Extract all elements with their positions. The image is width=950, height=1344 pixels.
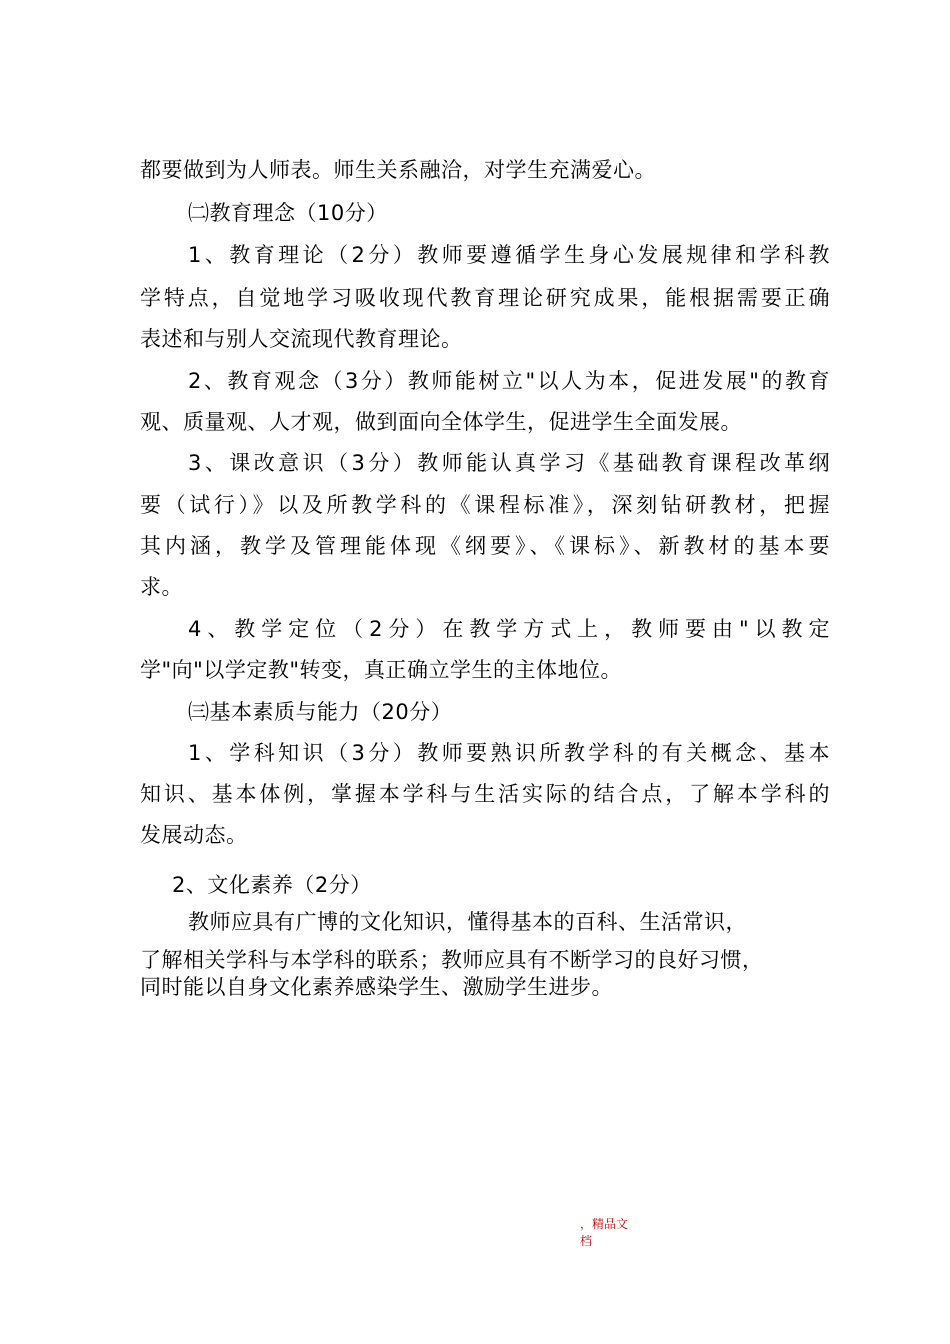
text-line: 3、课改意识（3分）教师能认真学习《基础教育课程改革纲 (188, 451, 830, 475)
section-heading: ㈢基本素质与能力（20分） (188, 700, 453, 724)
text-line: 了解相关学科与本学科的联系；教师应具有不断学习的良好习惯， (140, 948, 764, 972)
subsection-heading: 2、文化素养（2分） (172, 873, 372, 897)
text-line: 知识、基本体例，掌握本学科与生活实际的结合点，了解本学科的 (140, 782, 830, 806)
footer-watermark (580, 1216, 660, 1250)
footer-line: 档 (580, 1234, 593, 1248)
text-line: 求。 (140, 575, 183, 599)
text-line: 其内涵，教学及管理能体现《纲要》、《课标》、新教材的基本要 (140, 534, 830, 558)
footer-line: ，精品文 (580, 1217, 629, 1231)
text-line: 学特点，自觉地学习吸收现代教育理论研究成果，能根据需要正确 (140, 286, 830, 310)
text-line: 4、教学定位（2分）在教学方式上，教师要由"以教定 (188, 617, 830, 641)
text-line: 观、质量观、人才观，做到面向全体学生，促进学生全面发展。 (140, 410, 742, 434)
text-line: 同时能以自身文化素养感染学生、激励学生进步。 (140, 975, 613, 999)
section-heading: ㈡教育理念（10分） (188, 201, 388, 225)
text-line: 1、学科知识（3分）教师要熟识所教学科的有关概念、基本 (188, 741, 830, 765)
text-line: 教师应具有广博的文化知识，懂得基本的百科、生活常识， (188, 910, 747, 934)
text-line: 表述和与别人交流现代教育理论。 (140, 327, 463, 351)
text-line: 要（试行）》以及所教学科的《课程标准》，深刻钻研教材，把握 (140, 493, 830, 517)
text-line: 学"向"以学定教"转变，真正确立学生的主体地位。 (140, 658, 622, 682)
text-line: 都要做到为人师表。师生关系融洽，对学生充满爱心。 (140, 158, 656, 182)
text-line: 发展动态。 (140, 823, 248, 847)
text-line: 1、教育理论（2分）教师要遵循学生身心发展规律和学科教 (188, 243, 830, 267)
text-line: 2、教育观念（3分）教师能树立"以人为本，促进发展"的教育 (188, 369, 830, 393)
